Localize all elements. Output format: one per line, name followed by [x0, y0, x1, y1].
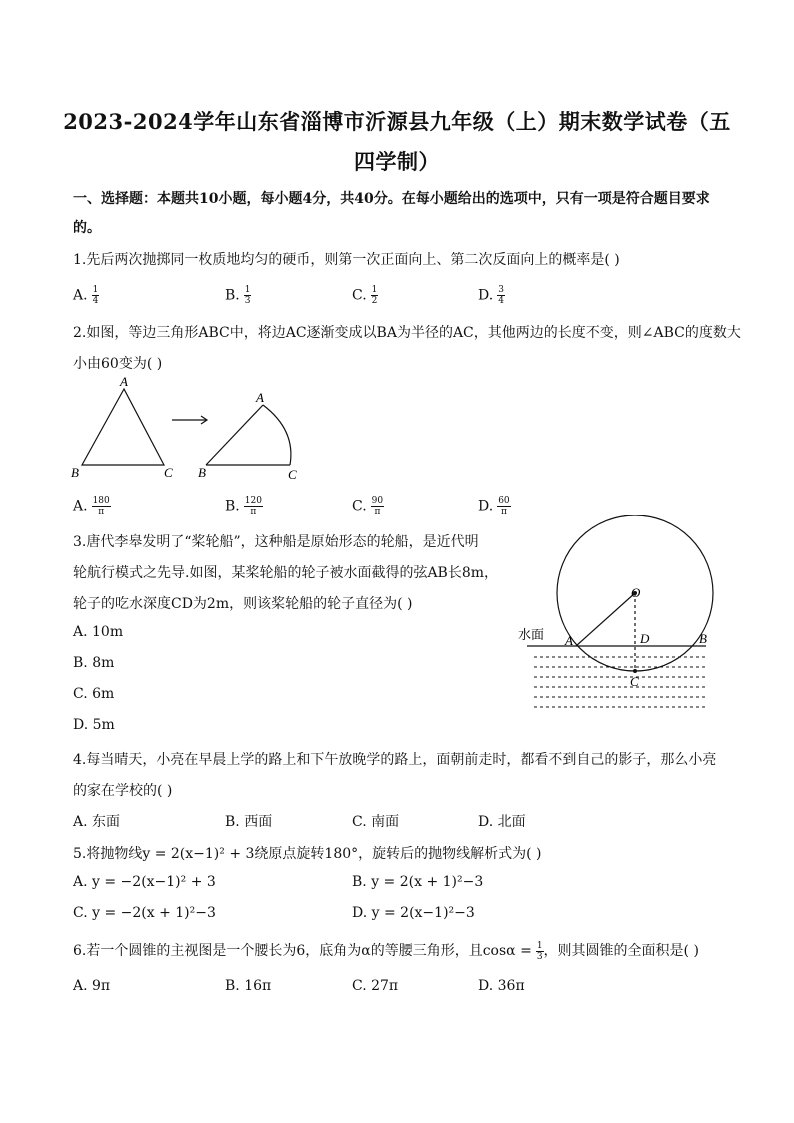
q3-option-b: B. 8m	[73, 655, 115, 671]
q3-option-c: C. 6m	[73, 686, 115, 702]
question-6-stem	[73, 940, 699, 962]
q1-option-b: B. $\frac{1}{3}$	[225, 285, 251, 306]
q1-option-d: D. $\frac{3}{4}$	[478, 285, 504, 306]
question-4-stem-line-1: 4.每当晴天，小亮在早晨上学的路上和下午放晚学的路上，面朝前走时，都看不到自己的影子，那么小亮	[73, 752, 717, 768]
q6-fraction: $\frac{1}{3}$	[536, 940, 543, 962]
q6-stem-before: 6.若一个圆锥的主视图是一个腰长为6，底角为α的等腰三角形，且cosα =	[73, 943, 532, 959]
title-line-2: 四学制）	[354, 149, 440, 174]
q2-option-b: B. $\frac{120}{\pi}$	[225, 496, 262, 517]
q4-option-a: A. 东面	[73, 814, 121, 830]
q3-label-water: 水面	[518, 628, 545, 643]
question-3-stem-line-1: 3.唐代李皋发明了“桨轮船”，这种船是原始形态的轮船，是近代明	[73, 534, 479, 550]
q3-label-o: O	[631, 585, 641, 600]
q2-label-a2: A	[256, 390, 264, 405]
q2-label-a1: A	[120, 374, 128, 389]
q3-label-a: A	[565, 633, 573, 648]
question-4-stem-line-2: 的家在学校的( )	[73, 783, 173, 799]
q2-sector-radius	[206, 405, 263, 465]
q4-option-c: C. 南面	[352, 814, 400, 830]
question-2-stem-line-1: 2.如图，等边三角形ABC中，将边AC逐渐变成以BA为半径的AC，其他两边的长度不变，则∠ABC的度数大	[73, 325, 741, 341]
question-5-stem: 5.将抛物线y = 2(x−1)² + 3绕原点旋转180°，旋转后的抛物线解析式为( )	[73, 846, 542, 862]
section-header-line-1: 一、选择题：本题共10小题，每小题4分，共40分。在每小题给出的选项中，只有一项是符合题目要求	[73, 191, 710, 207]
q6-option-b: B. 16π	[225, 978, 272, 994]
question-1-stem: 1.先后两次抛掷同一枚质地均匀的硬币，则第一次正面向上、第二次反面向上的概率是( )	[73, 252, 620, 268]
q2-label-b1: B	[71, 465, 79, 480]
title-line-1: 2023-2024学年山东省淄博市沂源县九年级（上）期末数学试卷（五	[63, 109, 731, 134]
q5-option-b: B. y = 2(x + 1)²−3	[352, 874, 484, 890]
q3-label-b: B	[699, 631, 707, 646]
q2-label-c2: C	[288, 467, 297, 482]
q2-option-c: C. $\frac{90}{\pi}$	[352, 496, 384, 517]
q6-option-a: A. 9π	[73, 978, 111, 994]
q3-label-d: D	[640, 631, 650, 646]
q3-label-c: C	[630, 674, 639, 689]
q3-option-d: D. 5m	[73, 717, 115, 733]
q5-option-a: A. y = −2(x−1)² + 3	[73, 874, 216, 890]
q3-figure	[510, 515, 720, 720]
q1-option-c: C. $\frac{1}{2}$	[352, 285, 378, 306]
q3-point-c	[633, 669, 637, 673]
q3-radius-oa	[576, 593, 635, 646]
q6-stem-after: ，则其圆锥的全面积是( )	[543, 943, 699, 959]
q4-option-d: D. 北面	[478, 814, 526, 830]
page-title-cont	[0, 146, 794, 176]
q4-option-b: B. 西面	[225, 814, 273, 830]
question-2-stem-line-2: 小由60变为( )	[73, 356, 163, 372]
q5-option-c: C. y = −2(x + 1)²−3	[73, 905, 216, 921]
q2-option-a: A. $\frac{180}{\pi}$	[73, 496, 110, 517]
q2-option-d: D. $\frac{60}{\pi}$	[478, 496, 510, 517]
page-title	[0, 106, 794, 136]
q3-option-a: A. 10m	[73, 624, 124, 640]
q6-option-c: C. 27π	[352, 978, 399, 994]
section-header-line-2: 的。	[73, 220, 101, 236]
question-3-stem-line-2: 轮航行模式之先导.如图，某桨轮船的轮子被水面截得的弦AB长8m，	[73, 565, 499, 581]
q6-option-d: D. 36π	[478, 978, 525, 994]
q2-label-c1: C	[164, 465, 173, 480]
q2-label-b2: B	[198, 465, 206, 480]
q2-sector-arc	[263, 405, 291, 465]
q1-option-a: A. $\frac{1}{4}$	[73, 285, 99, 306]
q2-triangle	[82, 389, 164, 465]
q5-option-d: D. y = 2(x−1)²−3	[352, 905, 475, 921]
question-3-stem-line-3: 轮子的吃水深度CD为2m，则该桨轮船的轮子直径为( )	[73, 596, 413, 612]
q2-figure	[60, 372, 320, 484]
